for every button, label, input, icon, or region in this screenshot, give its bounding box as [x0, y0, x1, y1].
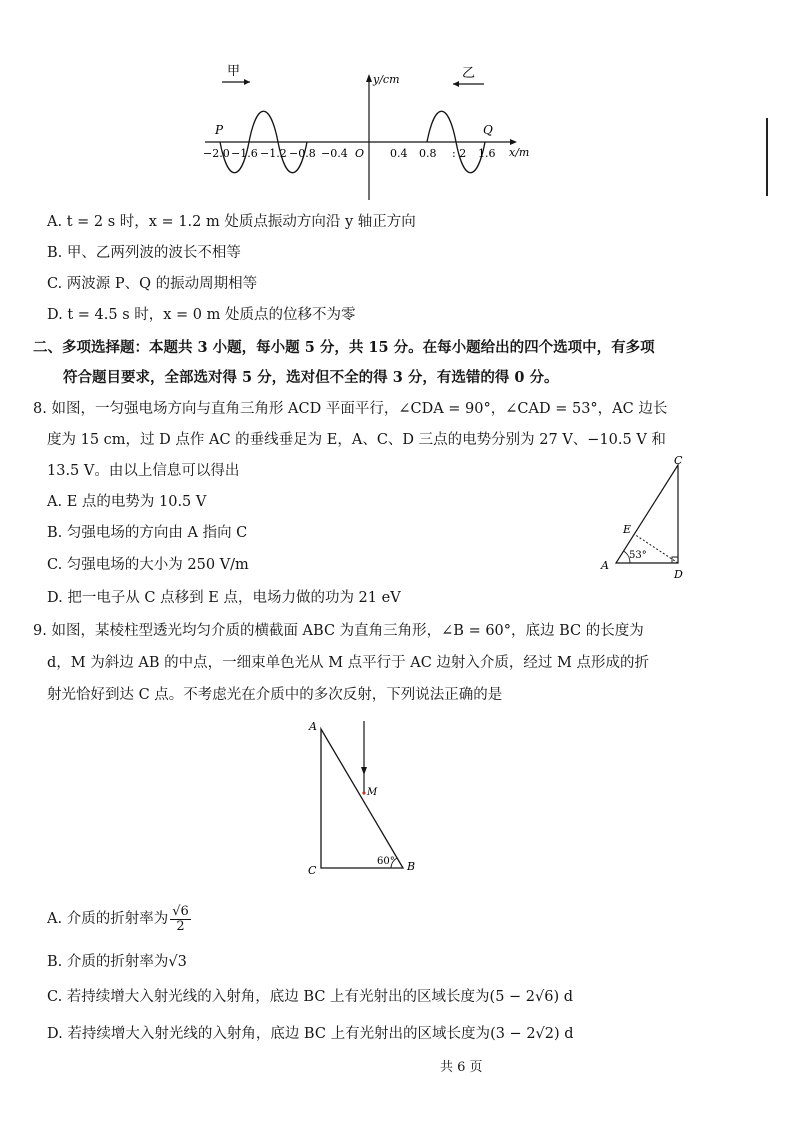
yi-arrowhead — [453, 81, 459, 87]
q7-option-c: C. 两波源 P、Q 的振动周期相等 — [47, 276, 258, 292]
vertex-a: A — [601, 559, 609, 572]
prism-point-m: M — [367, 787, 378, 798]
q8-option-c: C. 匀强电场的大小为 250 V/m — [47, 557, 249, 573]
q9-option-d-text: D. 若持续增大入射光线的入射角，底边 BC 上有光射出的区域长度为 — [47, 1026, 491, 1042]
q9-option-c-value: (5 − 2√6) d — [489, 989, 574, 1005]
prism-vertex-b: B — [407, 860, 416, 873]
q9-stem-line2: d，M 为斜边 AB 的中点，一细束单色光从 M 点平行于 AC 边射入介质，经过 M 点形成的折 — [47, 655, 649, 671]
y-axis-label: y/cm — [373, 73, 400, 86]
tick-0.4: 0.4 — [390, 147, 408, 160]
q9-option-d — [47, 1024, 574, 1044]
angle-53: 53° — [629, 550, 647, 561]
q8-triangle-figure — [592, 455, 697, 583]
point-q: Q — [483, 123, 493, 137]
wave-label-jia: 甲 — [227, 64, 241, 79]
incident-ray-arrowhead — [361, 767, 367, 775]
tick-1.6: 1.6 — [478, 147, 496, 160]
q9-option-c — [47, 987, 573, 1007]
fraction-denominator: 2 — [176, 918, 185, 934]
tick-origin: O — [355, 147, 365, 160]
q9-prism-figure — [303, 715, 423, 880]
q8-stem-line1: 8. 如图，一匀强电场方向与直角三角形 ACD 平面平行，∠CDA = 90°，∠CAD = 53°，AC 边长 — [33, 401, 668, 417]
section2-instructions: 符合题目要求，全部选对得 5 分，选对但不全的得 3 分，有选错的得 0 分。 — [63, 369, 559, 386]
tick-neg-0.4: −0.4 — [321, 147, 348, 160]
q8-stem-line3: 13.5 V。由以上信息可以得出 — [47, 463, 240, 479]
tick-neg-2.0: −2.0 — [203, 147, 230, 160]
prism-vertex-c: C — [308, 864, 317, 877]
vertex-d: D — [674, 568, 683, 581]
q7-option-b: B. 甲、乙两列波的波长不相等 — [47, 245, 241, 261]
prism-vertex-a: A — [309, 720, 317, 733]
wave-figure — [195, 60, 540, 205]
vertex-e: E — [623, 523, 632, 536]
x-tick-labels — [203, 147, 496, 160]
prism-angle-60: 60° — [377, 856, 395, 867]
tick-neg-1.6: −1.6 — [231, 147, 258, 160]
section2-title: 二、多项选择题：本题共 3 小题，每小题 5 分，共 15 分。在每小题给出的四个选项中，有多项 — [33, 339, 655, 356]
q9-option-a — [47, 902, 191, 936]
q9-option-d-value: (3 − 2√2) d — [490, 1026, 574, 1042]
q9-option-a-fraction — [170, 905, 191, 934]
q9-option-c-text: C. 若持续增大入射光线的入射角，底边 BC 上有光射出的区域长度为 — [47, 989, 490, 1005]
q7-option-a: A. t = 2 s 时，x = 1.2 m 处质点振动方向沿 y 轴正方向 — [47, 214, 416, 230]
x-axis-arrowhead — [510, 139, 517, 145]
tick-neg-0.8: −0.8 — [289, 147, 316, 160]
q9-option-b-value: √3 — [168, 954, 187, 970]
q9-option-b — [47, 952, 187, 972]
q8-option-d: D. 把一电子从 C 点移到 E 点，电场力做的功为 21 eV — [47, 590, 401, 606]
triangle-acd — [616, 465, 678, 563]
q9-stem-line3: 射光恰好到达 C 点。不考虑光在介质中的多次反射，下列说法正确的是 — [47, 687, 503, 703]
q9-option-a-text: A. 介质的折射率为 — [47, 911, 169, 927]
x-axis-label: x/m — [509, 146, 530, 159]
q8-option-a: A. E 点的电势为 10.5 V — [47, 494, 207, 510]
point-p: P — [215, 123, 224, 137]
margin-mark — [766, 118, 768, 196]
triangle-abc — [321, 729, 403, 868]
tick-0.8: 0.8 — [419, 147, 437, 160]
tick-1.2: : 2 — [452, 147, 467, 160]
vertex-c: C — [674, 455, 683, 467]
q9-stem-line1: 9. 如图，某棱柱型透光均匀介质的横截面 ABC 为直角三角形，∠B = 60°，底边 BC 的长度为 — [33, 623, 644, 639]
q7-option-d: D. t = 4.5 s 时，x = 0 m 处质点的位移不为零 — [47, 307, 356, 323]
y-axis-arrowhead — [366, 74, 372, 82]
tick-neg-1.2: −1.2 — [260, 147, 287, 160]
point-m-dot — [362, 791, 365, 794]
q8-option-b: B. 匀强电场的方向由 A 指向 C — [47, 525, 248, 541]
q8-stem-line2: 度为 15 cm，过 D 点作 AC 的垂线垂足为 E，A、C、D 三点的电势分别为 27 V、−10.5 V 和 — [47, 432, 666, 448]
fraction-numerator: √6 — [172, 903, 189, 919]
wave-label-yi: 乙 — [462, 66, 476, 81]
q9-option-b-text: B. 介质的折射率为 — [47, 954, 169, 970]
jia-arrowhead — [244, 79, 250, 85]
page-footer: 共 6 页 — [440, 1060, 483, 1075]
